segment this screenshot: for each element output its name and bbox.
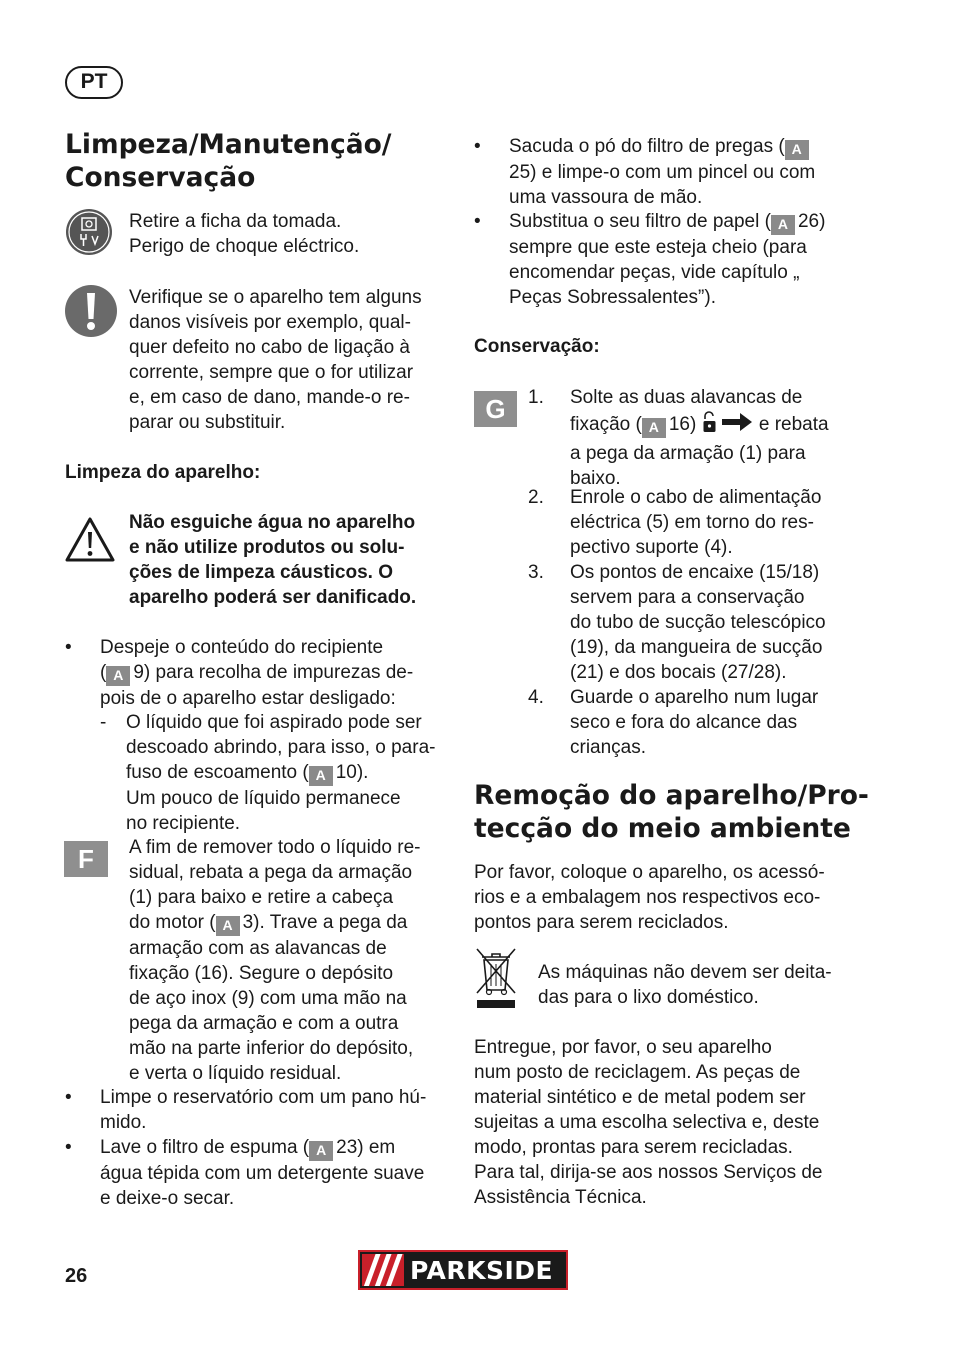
figure-ref-badge: A [785, 140, 809, 160]
cleaning-subheading: Limpeza do aparelho: [65, 462, 261, 483]
recycling-paragraph-1: Por favor, coloque o aparelho, os acessó- rios e a embalagem nos respectivos eco- pontos para serem reciclados. [474, 862, 825, 933]
bullet-shake-filter: Sacuda o pó do filtro de pregas ( A 25) e limpe-o com um pincel ou com uma vassoura de mão. [509, 136, 816, 208]
figure-ref-badge: A [216, 916, 240, 936]
step-number: 2. [528, 487, 544, 508]
unplug-icon [65, 208, 113, 256]
step-number: 1. [528, 387, 544, 408]
logo-stripes-icon [362, 1254, 404, 1286]
unlock-arrow-icon [702, 410, 754, 441]
step-number: 4. [528, 687, 544, 708]
figure-ref-badge: A [106, 666, 130, 686]
figure-ref-badge: A [771, 215, 795, 235]
figure-ref-badge: A [309, 766, 333, 786]
bullet-wipe-container: Limpe o reservatório com um pano hú- mido. [100, 1087, 427, 1133]
step-storage-points: Os pontos de encaixe (15/18) servem para a conservação do tubo de sucção telescópico (19), da mangueira de sucção (21) e dos bocais (27/28). [570, 562, 826, 683]
conservation-subheading: Conservação: [474, 336, 600, 357]
bullet-mark: • [65, 1087, 72, 1108]
language-tag: PT [65, 66, 123, 99]
no-household-waste-text: As máquinas não devem ser deita- das para o lixo doméstico. [538, 962, 832, 1008]
unplug-text: Retire a ficha da tomada. Perigo de choque eléctrico. [129, 211, 360, 257]
step-wind-cable: Enrole o cabo de alimentação eléctrica (5) em torno do res- pectivo suporte (4). [570, 487, 822, 558]
step-store-device: Guarde o aparelho num lugar seco e fora do alcance das crianças. [570, 687, 819, 758]
bullet-mark: • [65, 637, 72, 658]
bullet-mark: • [474, 211, 481, 232]
bullet-mark: • [474, 136, 481, 157]
dash-mark: - [100, 712, 107, 733]
parkside-logo [360, 1252, 566, 1288]
bullet-replace-paper-filter: Substitua o seu filtro de papel ( A 26) sempre que este esteja cheio (para encomendar peças, vide capítulo „ Peças Sobressalentes”). [509, 211, 826, 308]
figure-ref-badge: A [309, 1141, 333, 1161]
heading-line-1: Limpeza/Manutenção/ [65, 129, 392, 160]
figure-g-marker: G [474, 391, 517, 427]
figure-ref-badge: A [642, 418, 666, 438]
figure-f-marker: F [64, 841, 108, 877]
heading-line-2: Conservação [65, 162, 256, 193]
remove-residual-liquid-text: A fim de remover todo o líquido re- sidual, rebata a pega da armação (1) para baixo e retire a cabeça do motor ( A 3). Trave a pega da armação com as alavancas de fixação (16). Segure o depósito de aço inox (9) com uma mão na pega da armação e com a outra mão na parte inferior do depósito, e verta o líquido residual. [129, 837, 421, 1084]
crossed-bin-icon [474, 946, 518, 1010]
warning-icon [64, 516, 116, 564]
exclamation-icon [64, 284, 118, 338]
check-device-text: Verifique se o aparelho tem alguns danos visíveis por exemplo, qual- quer defeito no cabo de ligação à corrente, sempre que o for utilizar e, em caso de dano, mande-o re- parar ou substituir. [129, 287, 422, 433]
bullet-wash-foam-filter: Lave o filtro de espuma ( A 23) em água tépida com um detergente suave e deixe-o secar. [100, 1137, 425, 1209]
dash-drain-liquid: O líquido que foi aspirado pode ser descoado abrindo, para isso, o para- fuso de escoamento ( A 10). Um pouco de líquido permanece no recipiente. [126, 712, 436, 834]
page-number: 26 [65, 1265, 88, 1287]
step-number: 3. [528, 562, 544, 583]
bullet-empty-container: Despeje o conteúdo do recipiente ( A 9) para recolha de impurezas de- pois de o aparelho estar desligado: [100, 637, 414, 709]
step-release-levers: Solte as duas alavancas de fixação ( A 16) e rebata a pega da armação (1) para baixo. [570, 387, 829, 489]
section-heading-cleaning [65, 128, 391, 194]
logo-wordmark: PARKSIDE [410, 1255, 554, 1285]
section-heading-environment: Remoção do aparelho/Pro- tecção do meio ambiente [474, 780, 869, 844]
recycling-paragraph-2: Entregue, por favor, o seu aparelho num posto de reciclagem. As peças de material sintético e de metal podem ser sujeitas a uma escolha selectiva e, deste modo, prontas para serem recicladas. Para tal, dirija-se aos nossos Serviços de Assistência Técnica. [474, 1037, 823, 1208]
warning-text: Não esguiche água no aparelho e não utilize produtos ou solu- ções de limpeza cáusticos. O aparelho poderá ser danificado. [129, 512, 417, 608]
bullet-mark: • [65, 1137, 72, 1158]
